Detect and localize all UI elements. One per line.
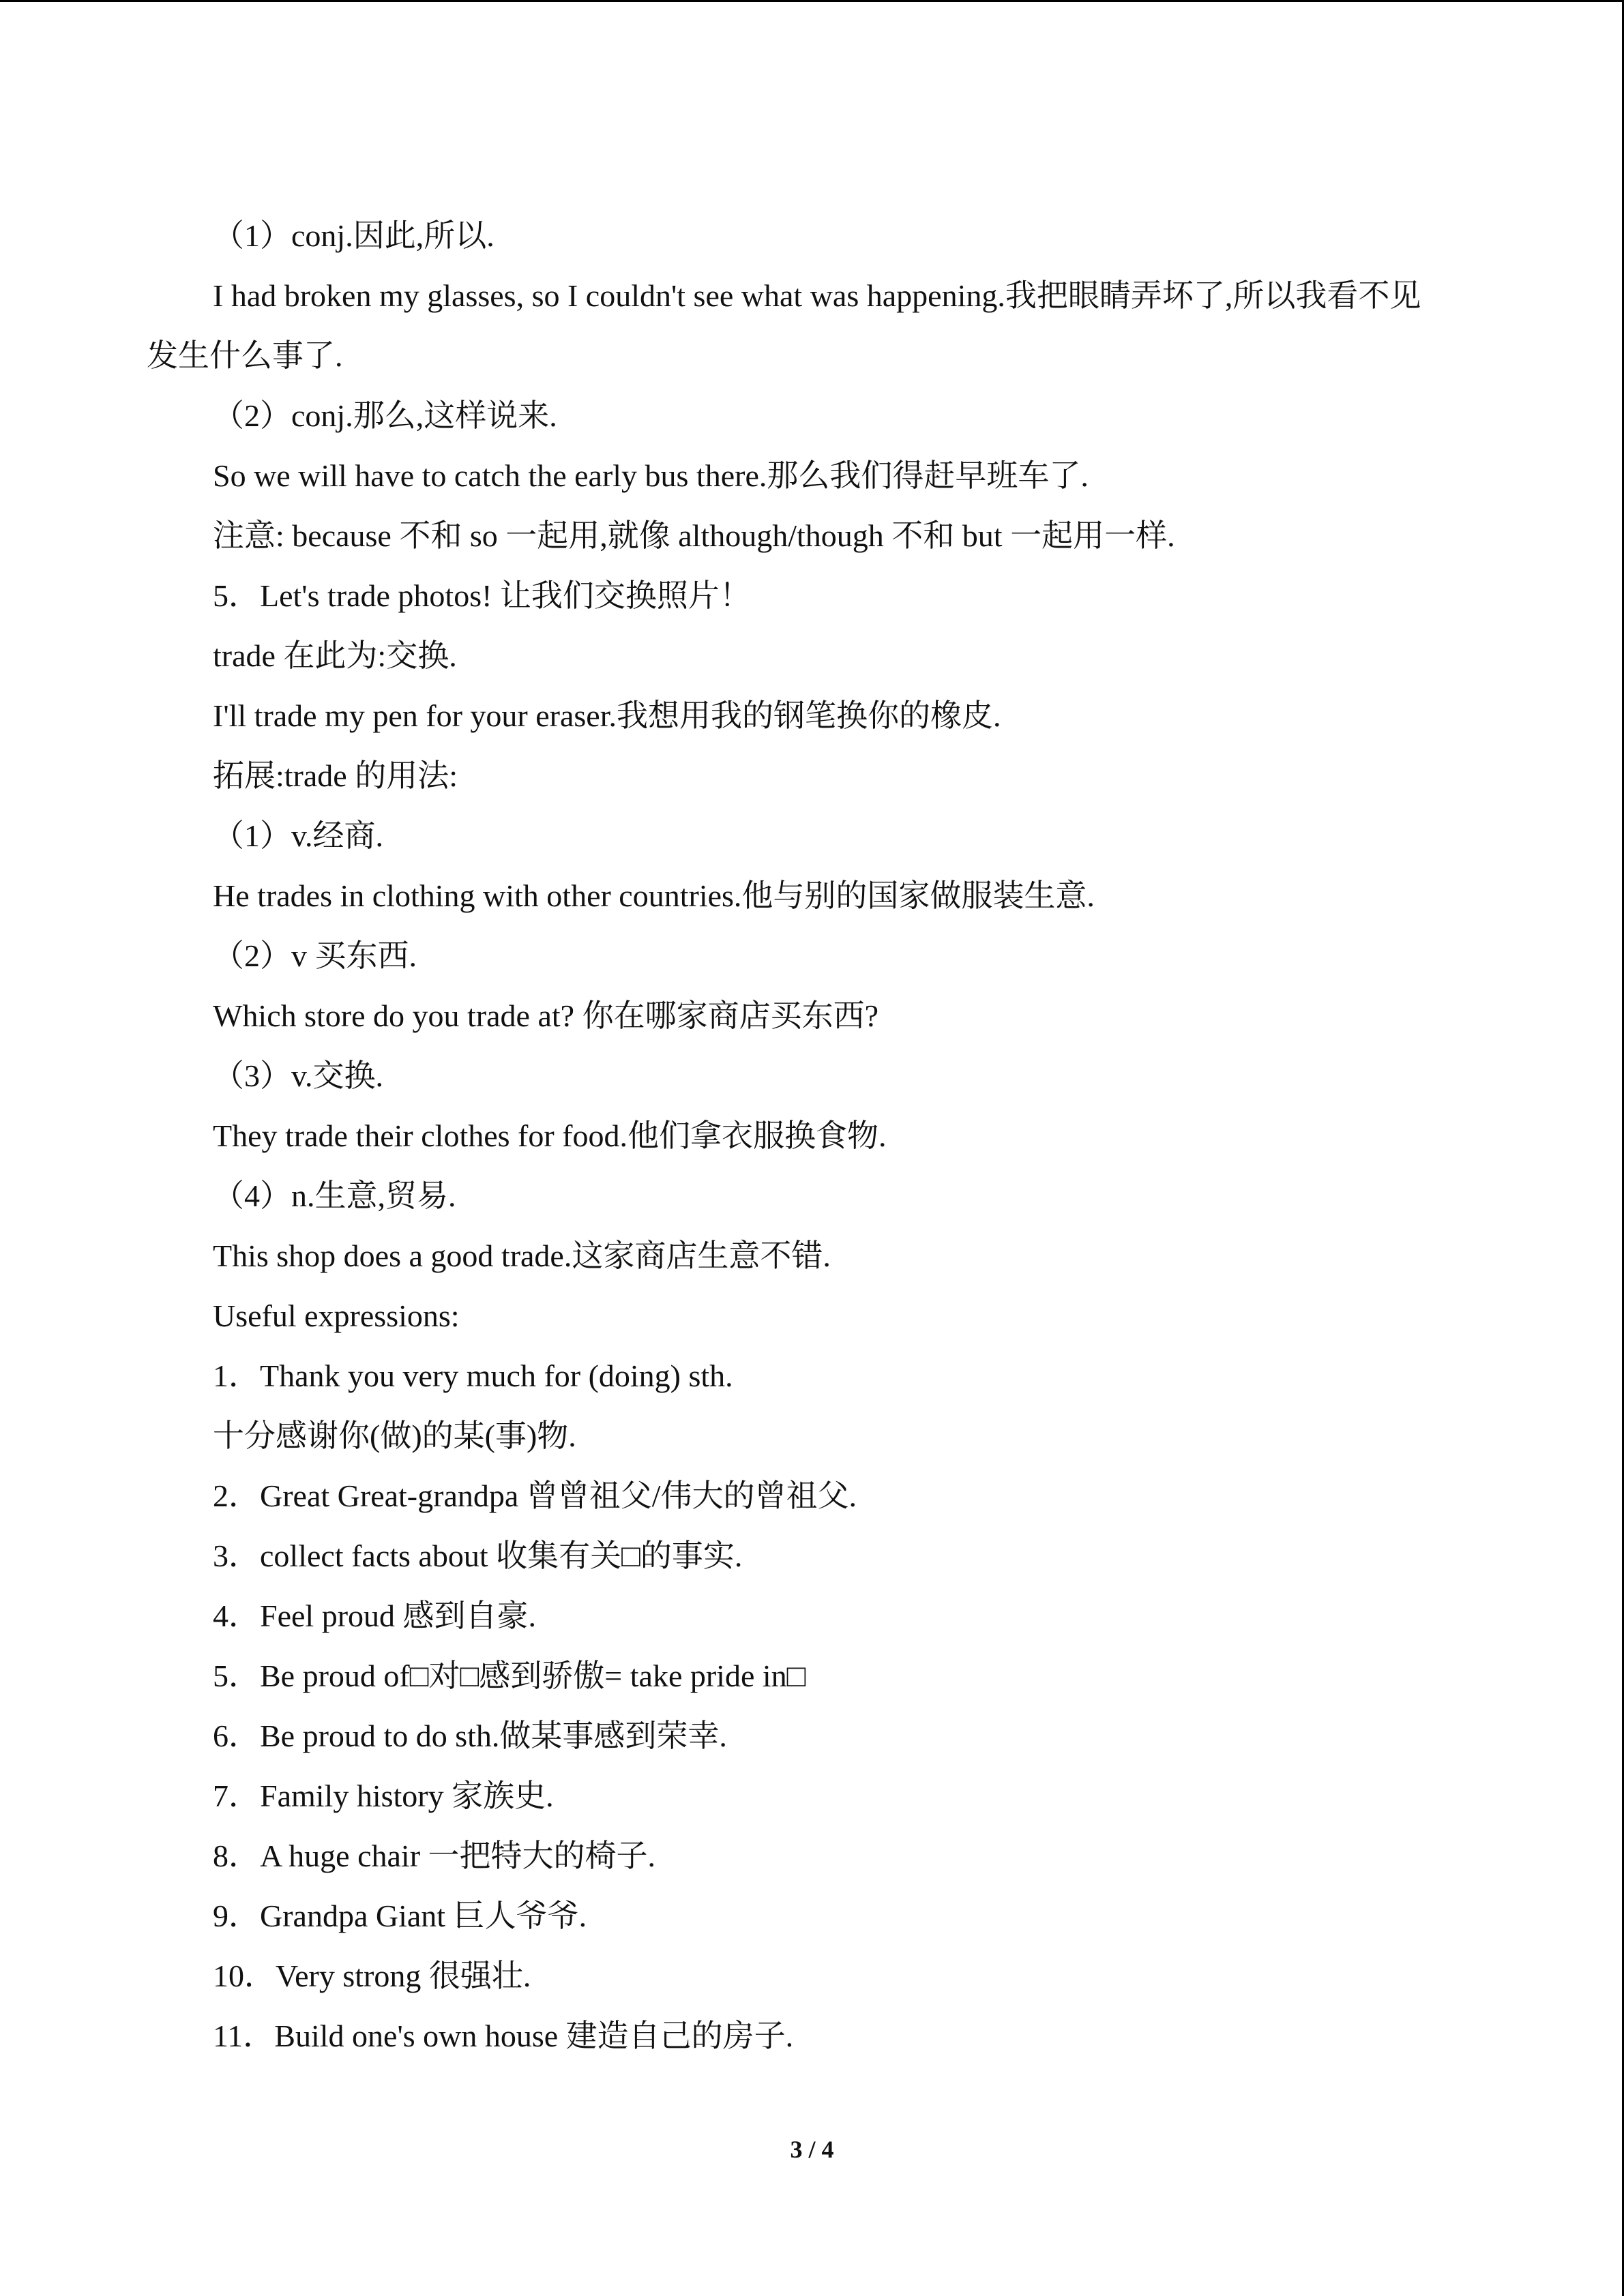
text-line: 9．Grandpa Giant 巨人爷爷. [213, 1898, 587, 1933]
text-line: Useful expressions: [213, 1298, 460, 1333]
text-line: （3）v.交换. [213, 1058, 384, 1093]
text-line: He trades in clothing with other countries.他与别的国家做服装生意. [213, 878, 1095, 913]
text-line: 4．Feel proud 感到自豪. [213, 1598, 537, 1633]
text-line: They trade their clothes for food.他们拿衣服换食物. [213, 1118, 887, 1153]
text-line: 3．collect facts about 收集有关□的事实. [213, 1538, 743, 1573]
text-line: 2．Great Great-grandpa 曾曾祖父/伟大的曾祖父. [213, 1478, 857, 1513]
text-line: （1）v.经商. [213, 818, 384, 853]
text-line: （2）conj.那么,这样说来. [213, 398, 557, 433]
page-number: 3 / 4 [790, 2136, 834, 2163]
text-line: trade 在此为:交换. [213, 638, 457, 673]
text-line: I had broken my glasses, so I couldn't see what was happening.我把眼睛弄坏了,所以我看不见 [213, 278, 1421, 313]
text-line: This shop does a good trade.这家商店生意不错. [213, 1238, 831, 1273]
text-line: 5．Let's trade photos! 让我们交换照片！ [213, 578, 751, 613]
text-line: 11．Build one's own house 建造自己的房子. [213, 2018, 794, 2053]
text-line: 7．Family history 家族史. [213, 1778, 554, 1813]
text-line: （1）conj.因此,所以. [213, 218, 494, 253]
text-line: 注意: because 不和 so 一起用,就像 although/though 不和 but 一起用一样. [213, 518, 1175, 553]
text-line: 5．Be proud of□对□感到骄傲= take pride in□ [213, 1658, 806, 1693]
text-line: 发生什么事了. [147, 338, 343, 373]
page-top-border [0, 0, 1624, 2]
text-line: 1．Thank you very much for (doing) sth. [213, 1358, 733, 1393]
text-line: 十分感谢你(做)的某(事)物. [213, 1418, 576, 1453]
text-line: （4）n.生意,贸易. [213, 1178, 456, 1213]
text-line: Which store do you trade at? 你在哪家商店买东西? [213, 998, 879, 1033]
text-line: 拓展:trade 的用法: [213, 758, 458, 793]
text-line: So we will have to catch the early bus there.那么我们得赶早班车了. [213, 458, 1089, 493]
text-line: I'll trade my pen for your eraser.我想用我的钢笔换你的橡皮. [213, 698, 1001, 733]
text-line: （2）v 买东西. [213, 938, 417, 973]
text-line: 8．A huge chair 一把特大的椅子. [213, 1838, 656, 1873]
text-line: 6．Be proud to do sth.做某事感到荣幸. [213, 1718, 727, 1753]
text-line: 10．Very strong 很强壮. [213, 1958, 531, 1993]
